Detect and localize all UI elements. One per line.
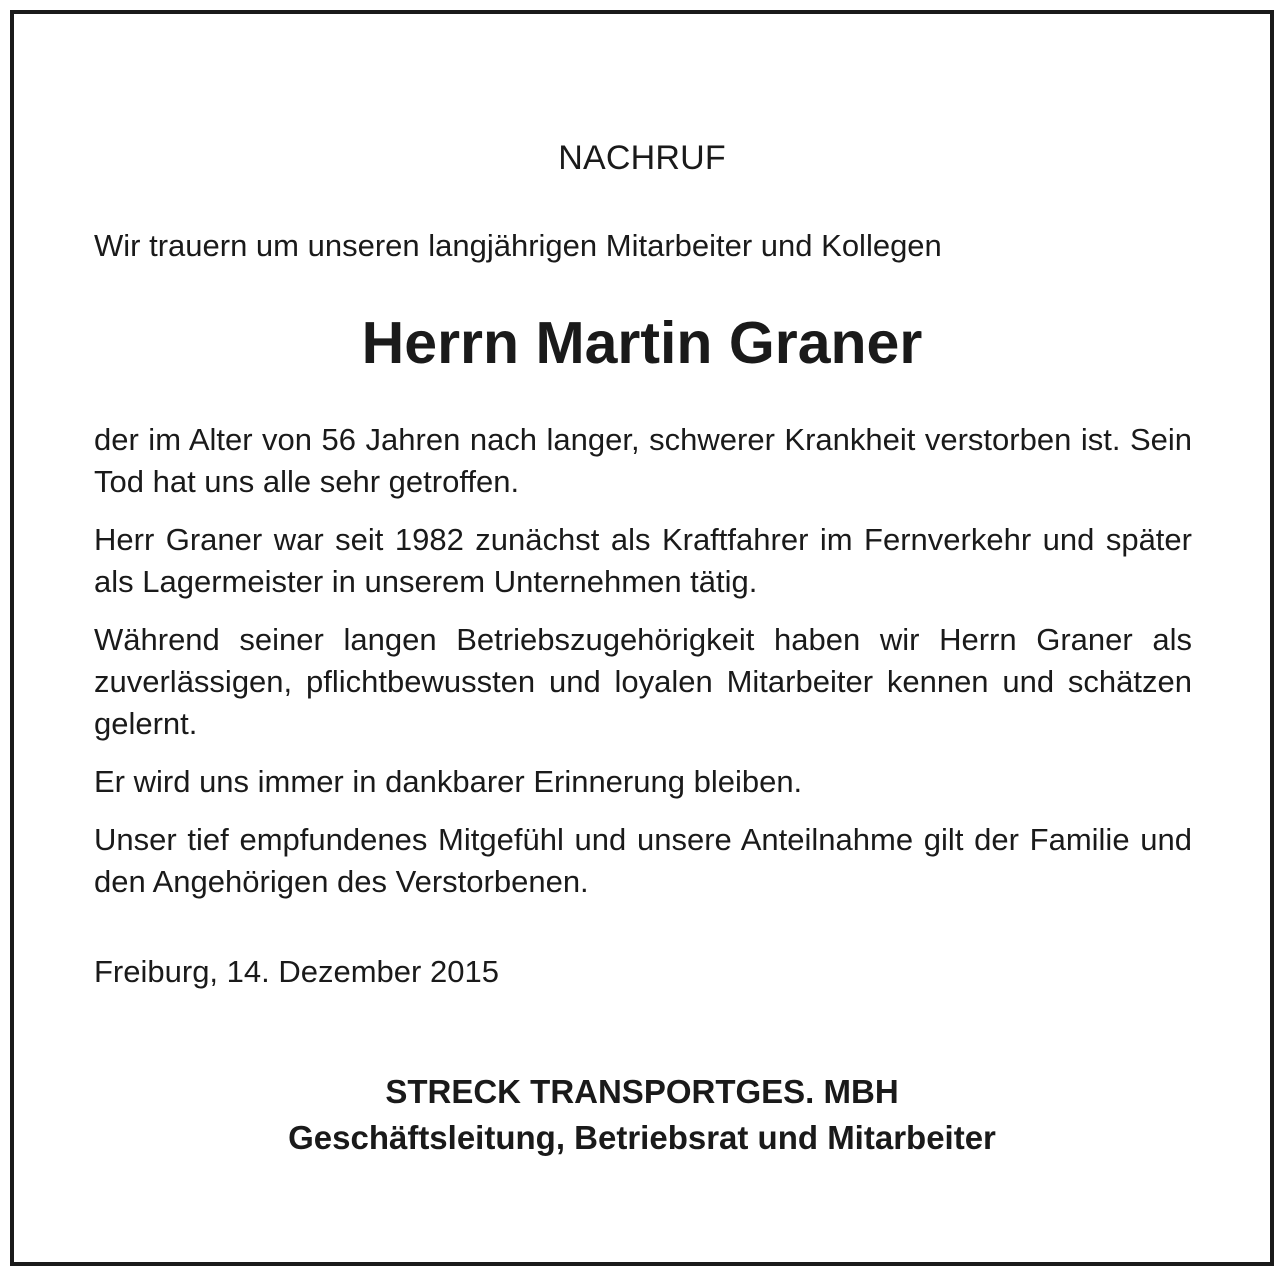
intro-line: Wir trauern um unseren langjährigen Mitarbeiter und Kollegen <box>94 228 942 263</box>
company-name: STRECK TRANSPORTGES. MBH <box>385 1073 899 1110</box>
paragraph-condolence: Unser tief empfundenes Mitgefühl und unsere Anteilnahme gilt der Familie und den Angehörigen des Verstorbenen. <box>94 822 1192 899</box>
paragraph-age-illness: der im Alter von 56 Jahren nach langer, schwerer Krankheit verstorben ist. Sein Tod hat uns alle sehr getroffen. <box>94 422 1192 499</box>
deceased-name: Herrn Martin Graner <box>361 310 923 376</box>
signatory-groups: Geschäftsleitung, Betriebsrat und Mitarbeiter <box>288 1119 996 1156</box>
place-date: Freiburg, 14. Dezember 2015 <box>94 954 499 989</box>
signature-block <box>14 1069 1270 1161</box>
obituary-notice <box>10 10 1274 1266</box>
paragraph-appreciation: Während seiner langen Betriebszugehörigkeit haben wir Herrn Graner als zuverlässigen, pflichtbewussten und loyalen Mitarbeiter kennen und schätzen gelernt. <box>94 622 1192 741</box>
paragraph-career: Herr Graner war seit 1982 zunächst als Kraftfahrer im Fernverkehr und später als Lagermeister in unserem Unternehmen tätig. <box>94 522 1192 599</box>
paragraph-remembrance: Er wird uns immer in dankbarer Erinnerung bleiben. <box>94 764 803 799</box>
notice-heading: NACHRUF <box>558 139 726 177</box>
notice-body <box>94 419 1192 919</box>
